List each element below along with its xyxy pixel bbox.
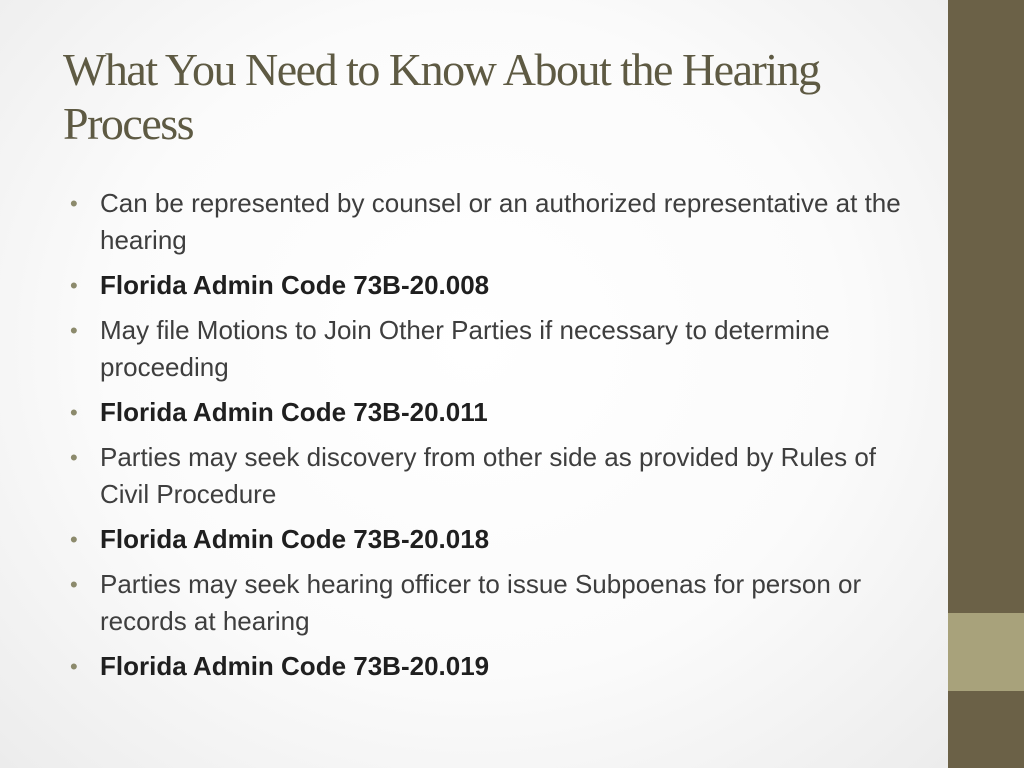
- bullet-text: Florida Admin Code 73B-20.011: [100, 397, 488, 427]
- bullet-item: [70, 185, 910, 259]
- bullet-text: Florida Admin Code 73B-20.008: [100, 270, 490, 300]
- bullet-dot-icon: •: [70, 273, 78, 298]
- bullet-dot-icon: •: [70, 400, 78, 425]
- bullet-dot-icon: •: [70, 527, 78, 552]
- bullet-list: [70, 185, 910, 693]
- bullet-dot-icon: •: [70, 191, 78, 216]
- bullet-text: Parties may seek hearing officer to issue Subpoenas for person or records at hearing: [100, 569, 862, 636]
- bullet-dot-icon: •: [70, 445, 78, 470]
- bullet-text: Parties may seek discovery from other side as provided by Rules of Civil Procedure: [100, 442, 877, 509]
- bullet-item-code: [70, 267, 910, 304]
- slide-title: What You Need to Know About the Hearing Process: [63, 44, 820, 149]
- bullet-item: [70, 566, 910, 640]
- bullet-text: Florida Admin Code 73B-20.019: [100, 651, 490, 681]
- bullet-text: Florida Admin Code 73B-20.018: [100, 524, 490, 554]
- bullet-item-code: [70, 394, 910, 431]
- bullet-dot-icon: •: [70, 572, 78, 597]
- bullet-item-code: [70, 648, 910, 685]
- bullet-dot-icon: •: [70, 318, 78, 343]
- bullet-text: Can be represented by counsel or an authorized representative at the hearing: [100, 188, 901, 255]
- bullet-dot-icon: •: [70, 654, 78, 679]
- bullet-item: [70, 439, 910, 513]
- bullet-text: May file Motions to Join Other Parties if necessary to determine proceeding: [100, 315, 830, 382]
- bullet-item-code: [70, 521, 910, 558]
- bullet-item: [70, 312, 910, 386]
- side-decor-accent: [948, 613, 1024, 691]
